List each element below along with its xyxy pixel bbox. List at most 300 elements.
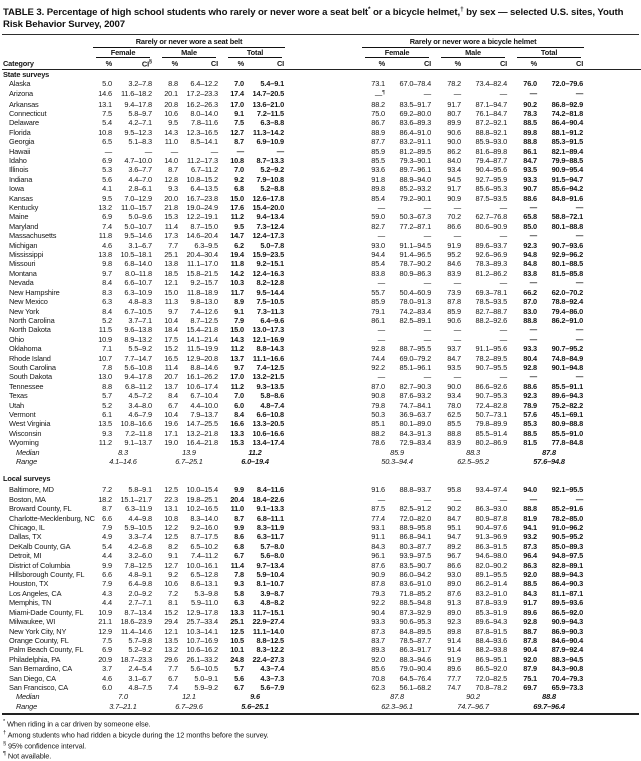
summary-value: 87.8 (390, 692, 404, 702)
ci-cell: 72.9–83.4 (399, 438, 432, 448)
percent-cell: 92.0 (523, 654, 538, 664)
row-label: Palm Beach County, FL (9, 645, 84, 655)
group-gap (288, 504, 359, 513)
ci-cell: 85.6–95.3 (475, 184, 508, 194)
ci-cell: 94.8–97.5 (551, 551, 584, 561)
percent-cell: 12.7 (230, 127, 244, 137)
section-label: Local surveys (3, 473, 51, 483)
percent-cell: 11.0 (164, 137, 178, 147)
ci-cell: 86.8–94.1 (399, 532, 432, 542)
pad (587, 297, 641, 306)
ci-cell: 6.5–10.2 (190, 541, 218, 551)
ci-cell: 91.1–95.6 (475, 344, 508, 354)
group-header-row (2, 37, 641, 47)
percent-cell: 88.5 (523, 428, 538, 438)
percent-cell: 93.3 (523, 344, 538, 354)
percent-cell: 93.3 (371, 617, 386, 627)
ci-cell: 88.8–92.1 (475, 127, 508, 137)
table-row (2, 372, 641, 381)
percent-cell: 6.0 (234, 400, 244, 410)
ci-cell: 76.1–84.7 (475, 108, 508, 118)
pad (587, 156, 641, 165)
percent-cell: 89.8 (371, 184, 386, 194)
ci-cell: 8.5–14.1 (190, 137, 218, 147)
ci-cell: 4.5–7.2 (128, 391, 152, 401)
group-gap (288, 645, 359, 654)
percent-cell: 79.8 (371, 400, 386, 410)
percent-cell: 87.6 (447, 588, 462, 598)
pad (587, 636, 641, 645)
ci-cell: 13.4–17.4 (252, 438, 285, 448)
percent-cell: 79.3 (371, 588, 386, 598)
ci-cell: 79.8–89.9 (475, 419, 508, 429)
table-row (2, 250, 641, 259)
percent-cell: 91.1 (371, 532, 386, 542)
ci-cell: 92.6–96.9 (475, 250, 508, 260)
pad (587, 128, 641, 137)
percent-cell: 24.8 (230, 654, 244, 664)
ci-cell: 11.2–17.3 (187, 156, 218, 165)
ci-cell: 3.9–8.7 (260, 588, 285, 598)
ci-cell: 5.6–10.5 (190, 664, 218, 674)
ci-cell: 91.5–94.7 (551, 174, 584, 184)
percent-cell: 4.1 (102, 184, 112, 194)
percent-cell: 8.1 (168, 598, 178, 608)
summary-value: 62.5–95.2 (457, 457, 489, 466)
percent-cell: 8.3 (102, 287, 112, 297)
percent-cell: 96.4 (523, 551, 538, 561)
percent-cell: 90.4 (523, 645, 538, 655)
ci-cell: 10.3–14.1 (186, 626, 218, 636)
row-label: Texas (9, 391, 28, 401)
table-row (2, 382, 641, 391)
ci-cell: 5.0–7.8 (260, 240, 285, 250)
percent-cell: 92.3 (523, 391, 538, 401)
pad (587, 617, 641, 626)
percent-cell: 9.7 (168, 306, 178, 316)
percent-cell: — (529, 494, 538, 504)
ci-cell: 86.0–94.2 (399, 570, 432, 580)
row-label: North Carolina (9, 315, 55, 325)
summary-value: 12.1 (182, 692, 196, 702)
table-row (2, 89, 641, 100)
table-row (2, 674, 641, 683)
group-gap (288, 335, 359, 344)
table-row (2, 523, 641, 532)
ci-cell: — (423, 372, 432, 382)
row-label: Median (16, 447, 40, 457)
subgroup-helmet-female: Female (359, 48, 435, 58)
ci-cell: 64.5–76.4 (399, 673, 432, 683)
percent-cell: 87.6 (371, 560, 386, 570)
ci-cell: 5.9–11.0 (190, 598, 218, 608)
percent-cell: 83.9 (447, 438, 462, 448)
ci-cell: 11.1–16.6 (252, 353, 285, 363)
pad (587, 608, 641, 617)
ci-cell: 9.1–13.3 (256, 504, 285, 514)
percent-cell: 90.8 (371, 391, 386, 401)
ci-cell: 15.9–23.5 (252, 250, 285, 260)
ci-cell: 74.2–83.4 (399, 306, 432, 316)
percent-cell: 93.0 (371, 240, 386, 250)
row-label: Philadelphia, PA (9, 654, 61, 664)
group-gap (288, 391, 359, 400)
ci-cell: 6.7–10.5 (124, 306, 152, 316)
percent-cell: 13.3 (230, 428, 244, 438)
ci-cell: 90.5–95.2 (551, 532, 584, 542)
ci-cell: 69.0–79.2 (399, 353, 432, 363)
group-gap (288, 429, 359, 438)
ci-cell: 9.2–15.7 (190, 278, 218, 288)
percent-cell: 16.5 (164, 353, 178, 363)
percent-cell: 94.0 (523, 485, 538, 495)
ci-cell: 85.1–96.1 (399, 362, 432, 372)
group-gap (288, 194, 359, 203)
ci-cell: 2.8–6.1 (128, 184, 152, 194)
ci-cell: 86.2–91.0 (551, 315, 584, 325)
ci-cell: 8.2–12.8 (256, 278, 285, 288)
table-row (2, 532, 641, 541)
footnotes (2, 715, 639, 761)
pad (587, 109, 641, 118)
percent-cell: 94.7 (447, 532, 462, 542)
ci-cell: 88.2–93.8 (475, 645, 508, 655)
ci-cell: — (575, 89, 584, 99)
group-gap (288, 175, 359, 184)
ci-cell: 6.9–10.9 (256, 137, 285, 147)
percent-cell: 87.7 (371, 137, 386, 147)
ci-cell: 86.3–91.7 (399, 645, 432, 655)
ci-cell: — (423, 89, 432, 99)
percent-cell: — (453, 494, 462, 504)
ci-cell: — (575, 334, 584, 344)
table-row (2, 203, 641, 212)
table-row (2, 410, 641, 419)
ci-cell: 86.4–90.3 (551, 579, 584, 589)
ci-cell: 87.8–93.9 (475, 598, 508, 608)
ci-cell: 80.1–88.8 (551, 221, 584, 231)
ci-cell: 15.1–21.7 (120, 494, 152, 504)
percent-cell: 85.5 (447, 419, 462, 429)
ci-cell: 93.9–97.5 (399, 551, 432, 561)
pad (587, 354, 641, 363)
percent-cell: 78.2 (447, 79, 462, 89)
table-row (2, 222, 641, 231)
percent-cell: 12.7 (164, 560, 178, 570)
ci-cell: — (499, 89, 508, 99)
ci-cell: 8.3–11.9 (256, 523, 285, 533)
percent-cell: 87.9 (523, 664, 538, 674)
ci-cell: 86.5–92.0 (551, 607, 584, 617)
ci-cell: — (499, 494, 508, 504)
ci-cell: 12.4–16.3 (252, 268, 285, 278)
ci-cell: 8.7–17.5 (190, 532, 218, 542)
percent-cell: 59.0 (371, 212, 386, 222)
ci-cell: 83.2–91.0 (475, 588, 508, 598)
ci-cell: 6.4–9.6 (260, 315, 285, 325)
ci-cell: 19.0–24.9 (186, 203, 218, 213)
percent-cell: 90.9 (447, 193, 462, 203)
row-label: Delaware (9, 118, 40, 128)
percent-cell: 7.4 (168, 682, 178, 692)
percent-cell: 13.8 (164, 259, 178, 269)
table-row (2, 627, 641, 636)
group-gap (288, 589, 359, 598)
ci-cell: 12.4–17.3 (252, 231, 285, 241)
percent-cell: 91.9 (447, 654, 462, 664)
ci-cell: 5.9–9.2 (194, 682, 218, 692)
group-gap (288, 288, 359, 297)
percent-cell: 10.9 (98, 607, 112, 617)
percent-cell: 78.3 (523, 108, 538, 118)
ci-cell: 83.5–90.7 (399, 560, 432, 570)
percent-cell: 17.3 (164, 231, 178, 241)
ci-header: CI (180, 58, 222, 69)
ci-cell: 10.2–16.5 (186, 504, 218, 514)
percent-cell: — (377, 278, 386, 288)
ci-cell: 69.3–78.1 (475, 287, 508, 297)
category-column-header: Category (2, 58, 90, 69)
percent-cell: 87.3 (371, 626, 386, 636)
pad (587, 250, 641, 259)
group-gap (288, 382, 359, 391)
table-row (2, 608, 641, 617)
row-label: Illinois (9, 165, 29, 175)
summary-row (2, 692, 641, 701)
percent-cell: 92.0 (371, 654, 386, 664)
ci-cell: 90.7–93.6 (551, 240, 584, 250)
percent-cell: 50.3 (371, 409, 386, 419)
subgroup-helmet-total: Total (511, 48, 587, 58)
percent-cell: 21.8 (164, 203, 178, 213)
ci-cell: 6.3–9.5 (194, 240, 218, 250)
ci-cell: 87.5–93.5 (475, 193, 508, 203)
table-row (2, 683, 641, 692)
percent-cell: 8.7 (234, 137, 244, 147)
table-row (2, 307, 641, 316)
row-label: Miami-Dade County, FL (9, 607, 84, 617)
pad (587, 542, 641, 551)
pad (587, 674, 641, 683)
ci-cell: 78.2–89.5 (475, 353, 508, 363)
pad (587, 212, 641, 221)
row-label: Range (16, 457, 38, 466)
table-row (2, 514, 641, 523)
ci-cell: 11.7–15.1 (252, 607, 285, 617)
ci-cell: 71.8–85.2 (399, 588, 432, 598)
percent-cell: 15.0 (164, 287, 178, 297)
ci-cell: 83.6–89.3 (399, 118, 432, 128)
row-label: New Hampshire (9, 287, 60, 297)
percent-cell: — (377, 494, 386, 504)
percent-cell: 77.4 (371, 513, 386, 523)
percent-cell: — (453, 325, 462, 335)
group-gap (288, 100, 359, 109)
ci-cell: 84.3–90.8 (551, 664, 584, 674)
percent-cell: 15.2 (164, 344, 178, 354)
percent-cell: 10.5 (230, 635, 244, 645)
percent-cell: 6.6 (102, 570, 112, 580)
pad (587, 410, 641, 419)
percent-cell: 10.6 (164, 108, 178, 118)
percent-cell: 10.1 (230, 645, 244, 655)
percent-cell: 19.0 (164, 438, 178, 448)
percent-cell: 95.1 (447, 523, 462, 533)
ci-cell: 82.5–91.2 (399, 504, 432, 514)
ci-cell: 4.8–7.4 (260, 400, 285, 410)
ci-cell: 81.1–87.1 (551, 588, 584, 598)
ci-cell: 7.2–11.5 (256, 108, 285, 118)
percent-cell: 9.7 (102, 268, 112, 278)
percent-cell: 88.8 (523, 137, 538, 147)
percent-cell: 13.3 (230, 607, 244, 617)
percent-cell: 91.9 (447, 240, 462, 250)
ci-cell: 8.0–11.8 (124, 268, 152, 278)
summary-value: 88.3 (466, 447, 480, 457)
percent-cell: 70.2 (447, 212, 462, 222)
pad (587, 100, 641, 109)
summary-value: 6.7–25.1 (175, 457, 203, 466)
table-row (2, 147, 641, 156)
group-gap (288, 79, 359, 88)
pad (587, 448, 641, 457)
ci-cell: 20.4–30.4 (186, 250, 218, 260)
percent-cell: 12.5 (230, 626, 244, 636)
percent-cell: 93.0 (447, 570, 462, 580)
ci-cell: 85.3–91.5 (551, 137, 584, 147)
percent-cell: 92.8 (523, 617, 538, 627)
ci-cell: 50.7–73.1 (475, 409, 508, 419)
percent-cell: 19.4 (230, 250, 244, 260)
percent-cell: 88.6 (523, 193, 538, 203)
percent-cell: 18.2 (98, 494, 112, 504)
data-table (2, 37, 641, 711)
group-gap (288, 297, 359, 306)
ci-cell: 5.2–8.8 (260, 184, 285, 194)
percent-cell: 13.2 (164, 645, 178, 655)
percent-cell: 9.8 (102, 259, 112, 269)
ci-cell: 85.5–91.1 (551, 381, 584, 391)
percent-cell: 81.5 (523, 438, 538, 448)
ci-cell: 5.5–9.2 (128, 344, 152, 354)
ci-cell: 85.3–91.9 (475, 607, 508, 617)
row-label: Arkansas (9, 99, 39, 109)
percent-cell: 15.0 (230, 193, 244, 203)
ci-cell: 6.6–10.8 (256, 409, 285, 419)
percent-cell: —¶ (374, 89, 386, 100)
ci-cell: 7.2–11.8 (124, 428, 152, 438)
ci-cell: 3.3–7.4 (128, 532, 152, 542)
ci-cell: 9.2–15.1 (256, 259, 285, 269)
percent-cell: 77.7 (447, 673, 462, 683)
ci-cell: 6.8–11.2 (124, 381, 152, 391)
percent-cell: 29.4 (164, 617, 178, 627)
ci-cell: 87.8–91.5 (475, 626, 508, 636)
ci-cell: — (499, 278, 508, 288)
percent-cell: 85.9 (447, 306, 462, 316)
ci-cell: 9.6–13.8 (124, 325, 152, 335)
percent-cell: 17.6 (230, 203, 244, 213)
table-row (2, 504, 641, 513)
pad (587, 241, 641, 250)
ci-cell: 16.2–26.3 (186, 99, 218, 109)
percent-cell: 93.5 (523, 165, 538, 175)
group-gap (288, 165, 359, 174)
percent-cell: 88.8 (523, 504, 538, 514)
percent-header: % (511, 58, 539, 69)
table-row (2, 297, 641, 306)
row-label: Rhode Island (9, 353, 51, 363)
ci-cell: 8.7–13.3 (256, 156, 285, 165)
group-gap (288, 241, 359, 250)
percent-cell: 7.9 (102, 523, 112, 533)
percent-cell: 9.2 (234, 174, 244, 184)
percent-cell: 92.3 (447, 617, 462, 627)
pad (587, 307, 641, 316)
percent-cell: 9.9 (234, 523, 244, 533)
row-label: Broward County, FL (9, 504, 72, 514)
percent-cell: 93.7 (447, 344, 462, 354)
percent-cell: 86.7 (371, 118, 386, 128)
percent-cell: 12.1 (164, 278, 178, 288)
percent-cell: 85.0 (523, 221, 538, 231)
ci-cell: 11.1–14.0 (252, 626, 285, 636)
group-gap (288, 137, 359, 146)
table-row (2, 118, 641, 127)
pad (587, 579, 641, 588)
group-gap (288, 542, 359, 551)
percent-cell: 11.2 (230, 381, 244, 391)
ci-cell: 74.8–84.9 (551, 353, 584, 363)
summary-row (2, 457, 641, 466)
ci-cell: 15.8–21.5 (186, 268, 218, 278)
percent-cell: 88.9 (371, 127, 386, 137)
percent-cell: 85.6 (371, 664, 386, 674)
ci-cell: 10.7–16.9 (186, 635, 218, 645)
percent-cell: 8.4 (102, 306, 112, 316)
ci-cell: 91.4–96.5 (399, 250, 432, 260)
group-gap (288, 702, 359, 711)
group-gap (288, 457, 359, 466)
ci-cell: 6.4–9.8 (128, 579, 152, 589)
ci-cell: 89.6–93.7 (475, 240, 508, 250)
table-body (2, 69, 641, 711)
percent-cell: 89.9 (447, 118, 462, 128)
ci-cell: 70.4–79.3 (551, 673, 584, 683)
ci-cell: 36.9–63.7 (399, 409, 432, 419)
ci-cell: — (575, 494, 584, 504)
percent-cell: 14.3 (230, 334, 244, 344)
ci-cell: 80.9–88.8 (551, 419, 584, 429)
ci-cell: 14.7–25.5 (186, 419, 218, 429)
percent-cell: 14.3 (164, 127, 178, 137)
group-gap (288, 109, 359, 118)
percent-cell: 7.2 (168, 588, 178, 598)
percent-cell: 89.3 (371, 645, 386, 655)
percent-cell: 13.5 (98, 419, 112, 429)
percent-cell: 90.7 (523, 184, 538, 194)
ci-cell: 50.4–60.9 (399, 287, 432, 297)
pad (587, 363, 641, 372)
ci-cell: 86.3–93.0 (475, 504, 508, 514)
ci-cell: 11.8–18.9 (187, 287, 218, 297)
percent-cell: 6.2 (234, 240, 244, 250)
row-label: Range (16, 701, 38, 711)
percent-cell: 11.0 (230, 504, 244, 514)
percent-cell: 85.9 (371, 146, 386, 156)
percent-cell: 13.8 (98, 250, 112, 260)
ci-cell: 18.6–23.9 (120, 617, 152, 627)
